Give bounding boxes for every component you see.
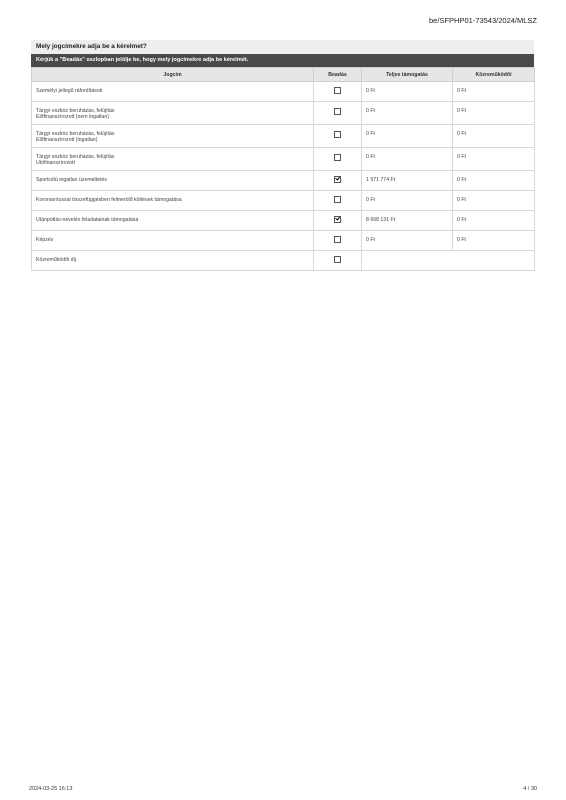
table-row [32,82,535,102]
beadas-checkbox-checked[interactable] [334,216,341,223]
kozremukodoi-cell: 0 Ft [453,231,535,251]
beadas-cell [314,171,362,191]
jogcim-label: Tárgyi eszköz beruházás, felújítás [36,108,115,114]
column-header-teljes-tamogatas: Teljes támogatás [362,68,453,82]
footer-datetime: 2024-03-25 16:13 [29,786,73,792]
column-header-jogcim: Jogcím [32,68,314,82]
table-row [32,171,535,191]
teljes-tamogatas-cell: 1 971 774 Ft [362,171,453,191]
table-row [32,251,535,271]
jogcim-label: Személyi jellegű ráfordítások [36,88,103,94]
table-row [32,211,535,231]
beadas-cell [314,211,362,231]
beadas-checkbox[interactable] [334,108,341,115]
jogcim-label: Képzés [36,237,54,243]
empty-merged-cell [362,251,535,271]
teljes-tamogatas-cell: 0 Ft [362,231,453,251]
column-header-beadas: Beadás [314,68,362,82]
beadas-checkbox[interactable] [334,236,341,243]
jogcim-sublabel: Előfinanszírozott (ingatlan) [36,137,98,144]
table-row [32,231,535,251]
kozremukodoi-cell: 0 Ft [453,148,535,171]
jogcim-cell [32,125,314,148]
beadas-checkbox-checked[interactable] [334,176,341,183]
kozremukodoi-cell: 0 Ft [453,211,535,231]
footer-page-number: 4 / 30 [523,786,537,792]
jogcim-label: Közreműködői díj [36,257,77,263]
jogcim-cell [32,82,314,102]
teljes-tamogatas-cell: 0 Ft [362,125,453,148]
table-row [32,191,535,211]
beadas-checkbox[interactable] [334,131,341,138]
jogcim-label: Sportcélú ingatlan üzemeltetés [36,177,107,183]
beadas-cell [314,82,362,102]
jogcim-label: Utánpótlás-nevelés feladatainak támogatása [36,217,139,223]
beadas-cell [314,231,362,251]
jogcim-label: Tárgyi eszköz beruházás, felújítás [36,154,115,160]
table-row [32,125,535,148]
jogcim-cell [32,231,314,251]
table-row [32,148,535,171]
jogcim-cell [32,191,314,211]
teljes-tamogatas-cell: 0 Ft [362,148,453,171]
beadas-checkbox[interactable] [334,196,341,203]
section-title: Mely jogcímekre adja be a kérelmet? [31,40,534,54]
beadas-cell [314,191,362,211]
jogcim-sublabel: Előfinanszírozott (nem ingatlan) [36,114,109,121]
beadas-checkbox[interactable] [334,154,341,161]
kozremukodoi-cell: 0 Ft [453,82,535,102]
jogcim-cell [32,102,314,125]
claim-types-section [31,40,534,271]
beadas-cell [314,251,362,271]
teljes-tamogatas-cell: 0 Ft [362,102,453,125]
jogcim-cell [32,211,314,231]
beadas-checkbox[interactable] [334,256,341,263]
document-id: be/SFPHP01-73543/2024/MLSZ [429,16,537,25]
claim-types-table [31,67,535,271]
beadas-cell [314,102,362,125]
jogcim-cell [32,171,314,191]
teljes-tamogatas-cell: 8 668 131 Ft [362,211,453,231]
jogcim-sublabel: Utófinanszírozott [36,160,75,167]
jogcim-cell [32,148,314,171]
beadas-cell [314,125,362,148]
kozremukodoi-cell: 0 Ft [453,125,535,148]
jogcim-cell [32,251,314,271]
instruction-bar: Kérjük a "Beadás" oszlopban jelölje be, hogy mely jogcímekre adja be kérelmét. [31,54,534,67]
teljes-tamogatas-cell: 0 Ft [362,191,453,211]
beadas-cell [314,148,362,171]
kozremukodoi-cell: 0 Ft [453,102,535,125]
kozremukodoi-cell: 0 Ft [453,171,535,191]
teljes-tamogatas-cell: 0 Ft [362,82,453,102]
beadas-checkbox[interactable] [334,87,341,94]
table-header-row [32,68,535,82]
jogcim-label: Tárgyi eszköz beruházás, felújítás [36,131,115,137]
jogcim-label: Koronavírussal összefüggésben felmerülő költések támogatása [36,197,182,203]
column-header-kozremukodoi: Közreműködői [453,68,535,82]
kozremukodoi-cell: 0 Ft [453,191,535,211]
table-row [32,102,535,125]
